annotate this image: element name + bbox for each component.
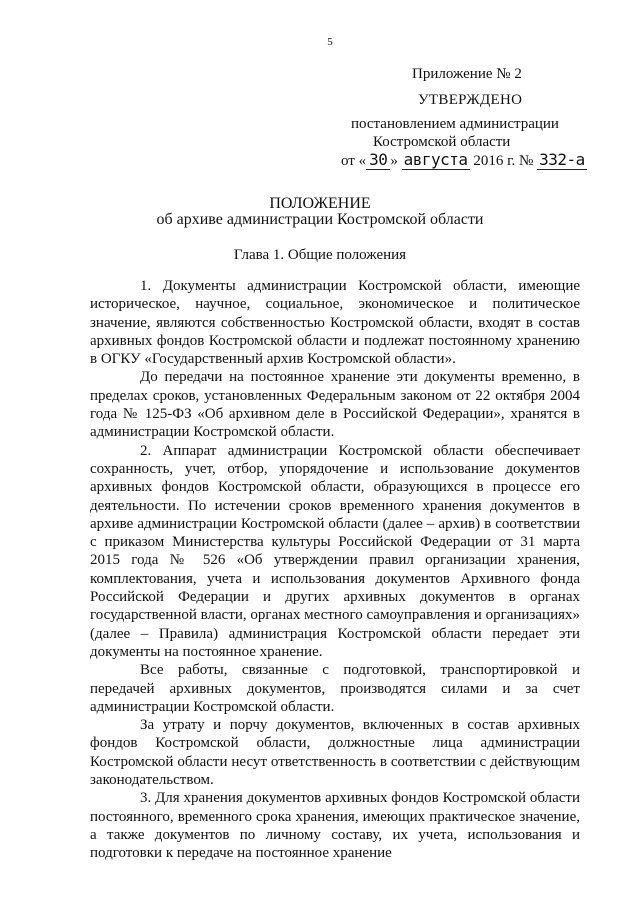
date-month-stamp: августа xyxy=(403,150,468,169)
date-year: 2016 г. № xyxy=(473,153,534,169)
page-number: 5 xyxy=(327,36,333,48)
document-title: ПОЛОЖЕНИЕ xyxy=(269,195,371,212)
approval-line-2: Костромской области xyxy=(373,134,511,150)
paragraph-6: 3. Для хранения документов архивных фондов Костромской области постоянного, временного срока хранения, имеющих практическое значение, а также документов по личному составу, их учета, использования и подготовки к передаче на постоянное хранение xyxy=(90,790,580,862)
date-day-stamp: 30 xyxy=(366,150,390,170)
date-separator: » xyxy=(390,153,398,169)
approved-heading: УТВЕРЖДЕНО xyxy=(418,92,523,108)
approval-date-line xyxy=(341,150,587,170)
paragraph-1: 1. Документы администрации Костромской области, имеющие историческое, научное, социальное, экономическое и политическое значение, являются собственностью Костромской области, входят в состав архивных фондов Костромской области и подлежат постоянному хранению в ОГКУ «Государственный архив Костромской области». xyxy=(90,278,580,368)
document-number-stamp: 332-а xyxy=(539,150,585,169)
chapter-heading: Глава 1. Общие положения xyxy=(233,247,407,263)
document-subtitle: об архиве администрации Костромской области xyxy=(156,211,484,228)
date-prefix: от « xyxy=(341,153,367,169)
paragraph-2: До передачи на постоянное хранение эти документы временно, в пределах сроков, установленных Федеральным законом от 22 октября 2004 года № 125-ФЗ «Об архивном деле в Российской Федерации», хранятся в администрации Костромской области. xyxy=(90,369,580,441)
paragraph-3: 2. Аппарат администрации Костромской области обеспечивает сохранность, учет, отбор, упорядочение и использование документов архивных фондов Костромской области, образующихся в процессе его деятельности. По истечении сроков временного хранения документов в архиве администрации Костромской области (далее – архив) в соответствии с приказом Министерства культуры Российской Федерации от 31 марта 2015 года № 526 «Об утверждении правил организации хранения, комплектования, учета и использования документов Архивного фонда Российской Федерации и других архивных документов в органах государственной власти, органах местного самоуправления и организациях» (далее – Правила) администрация Костромской области передает эти документы на постоянное хранение. xyxy=(90,442,580,660)
approval-line-1: постановлением администрации xyxy=(351,116,559,132)
document-body xyxy=(90,277,580,863)
appendix-label: Приложение № 2 xyxy=(412,66,522,82)
paragraph-4: Все работы, связанные с подготовкой, транспортировкой и передачей архивных документов, производятся силами и за счет администрации Костромской области. xyxy=(90,662,580,715)
paragraph-5: За утрату и порчу документов, включенных в состав архивных фондов Костромской области, должностные лица администрации Костромской области несут ответственность в соответствии с действующим законодательством. xyxy=(90,717,580,789)
